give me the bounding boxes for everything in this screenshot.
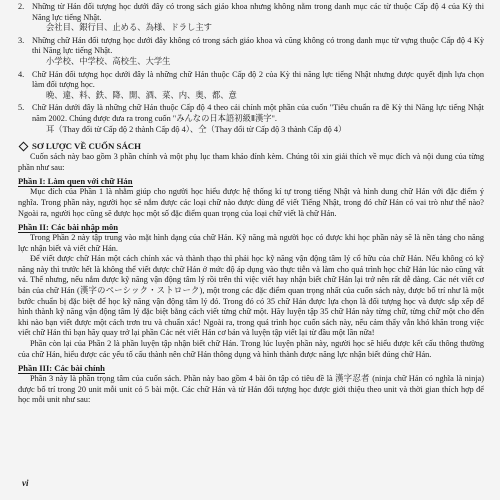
list-item: 2. Những từ Hán đối tượng học dưới đây có trong sách giáo khoa nhưng không nằm trong danh mục các từ thuộc Cấp độ 4 của Kỳ thi Năng lực tiếng Nhật. 会社目、銀行目、止める、為様、ドラし主す [18, 2, 484, 33]
item-text: Những từ Hán đối tượng học dưới đây có trong sách giáo khoa nhưng không nằm trong danh mục các từ thuộc Cấp độ 4 của Kỳ thi Năng lực tiếng Nhật. [32, 2, 484, 22]
item-kanji: 会社目、銀行目、止める、為様、ドラし主す [46, 23, 212, 33]
part2-paragraph-3: Phần còn lại của Phần 2 là phần luyện tập nhận biết chữ Hán. Trong lúc luyện phần này, người học sẽ hiểu được kết cấu thông thường của chữ Hán, hiểu được các yếu tố cấu thành nên chữ Hán thông dụng và hình thành được năng lực nhận biết đúng chữ Hán. [18, 339, 484, 359]
list-item: 3. Những chữ Hán đối tượng học dưới đây không có trong sách giáo khoa và cũng không có trong danh mục từ vựng thuộc Cấp độ 4 Kỳ thi Năng lực tiếng Nhật. 小学校、中学校、高校生、大学生 [18, 35, 484, 66]
page-number: vi [22, 478, 29, 488]
part2-paragraph-2: Để viết được chữ Hán một cách chính xác và thành thạo thì phải học kỹ năng vận động tâm lý cổ hữu của chữ Hán. Nếu không có kỹ năng này thì trước hết là không thể viết được chữ Hán ở mức độ áp dụng vào thực tiễn và làm cho quá trình học chữ Hán lúc nào cũng vất vả. Thế nhưng, nếu nắm được kỹ năng vận động tâm lý rồi trên thì việc viết hay nhận biết chữ Hán lại trở nên rất dễ dàng. Các nét viết cơ bản của chữ Hán (漢字のベーシック・ストローク), một trong các đặc điểm quan trọng nhất của cuốn sách này, được bố trí như là một bước chuẩn bị đặc biệt để học kỹ năng vận động tâm lý đó. Trong đó có 35 chữ Hán được lựa chọn là đối tượng học và được sắp xếp để hình thành kỹ năng vận động tâm lý đặc biệt bằng cách viết từng chữ một. Hãy luyện tập 35 chữ Hán này từng chữ, từng chữ một cho đến khi nào bạn viết được một cách trơn tru và chuẩn xác! Ngoài ra, trong quá trình học cuốn sách này, nếu cảm thấy vẫn khó khăn trong việc viết chữ Hán thì bạn hãy quay trở lại phần Các nét viết Hán cơ bản và luyện tập viết lại từ đầu một lần nữa! [18, 254, 484, 338]
document-page [18, 0, 484, 500]
overview-paragraph: Cuốn sách này bao gồm 3 phần chính và một phụ lục tham khảo đính kèm. Chúng tôi xin giải thích về mục đích và nội dung của từng phần như sau: [18, 152, 484, 172]
item-text: Chữ Hán đối tượng học dưới đây là những chữ Hán thuộc Cấp độ 2 của Kỳ thi năng lực tiếng Nhật nhưng được quyết định lựa chọn làm đối tượng học. [32, 69, 484, 90]
overview-heading [18, 141, 484, 152]
part3-paragraph: Phần 3 này là phần trọng tâm của cuốn sách. Phần này bao gồm 4 bài ôn tập có tiêu đề là 漢字忍者 (ninja chữ Hán có nghĩa là ninja) được bố trí trong 20 unit mỗi unit có 5 bài một. Các chữ Hán và từ Hán đối tượng học được giới thiệu theo unit và thời gian thích hợp để học mỗi unit như sau: [18, 374, 484, 405]
item-kanji: 小学校、中学校、高校生、大学生 [46, 56, 171, 66]
part1-heading: Phần I: Làm quen với chữ Hán [18, 176, 133, 187]
item-text: Những chữ Hán đối tượng học dưới đây không có trong sách giáo khoa và cũng không có trong danh mục từ vựng thuộc Cấp độ 4 Kỳ thi Năng lực tiếng Nhật. [32, 35, 484, 56]
part1-paragraph: Mục đích của Phần 1 là nhằm giúp cho người học hiểu được hệ thống kí tự trong tiếng Nhật và hình dung chữ Hán với đặc điểm ý nghĩa. Trong phần này, người học sẽ nắm được các loại chữ nào được dùng để viết Tiếng Nhật, trong đó chữ Hán có vai trò như thế nào? Ngoài ra, người học cũng sẽ được học một số đặc điểm quan trọng của loại chữ viết là chữ Hán. [18, 187, 484, 218]
part2-paragraph-1: Trong Phần 2 này tập trung vào mặt hình dạng của chữ Hán. Kỹ năng mà người học có được khi học phần này sẽ là nền tảng cho năng lực nhận biết và viết chữ Hán. [18, 233, 484, 253]
part3-heading: Phần III: Các bài chính [18, 363, 105, 374]
item-kanji: 耳（Thay đổi từ Cấp độ 2 thành Cấp độ 4）、仝（Thay đổi từ Cấp độ 3 thành Cấp độ 4） [46, 124, 347, 134]
overview-title: SƠ LƯỢC VỀ CUỐN SÁCH [32, 141, 141, 152]
list-item: 4. Chữ Hán đối tượng học dưới đây là những chữ Hán thuộc Cấp độ 2 của Kỳ thi năng lực tiếng Nhật nhưng được quyết định lựa chọn làm đối tượng học. 晩、違、料、鉄、降、開、酒、菜、内、奥、都、意 [18, 69, 484, 100]
item-kanji: 晩、違、料、鉄、降、開、酒、菜、内、奥、都、意 [46, 90, 237, 100]
diamond-bullet-icon [19, 142, 29, 152]
item-text: Chữ Hán dưới đây là những chữ Hán thuộc Cấp độ 4 theo cải chính một phần của cuốn "Tiêu chuẩn ra đề Kỳ thi Năng lực tiếng Nhật năm 2002. Chúng được đưa ra trong cuốn "みんなの日本語初級Ⅱ漢字". [32, 103, 484, 123]
part2-heading: Phần II: Các bài nhập môn [18, 222, 119, 233]
list-item: 5. Chữ Hán dưới đây là những chữ Hán thuộc Cấp độ 4 theo cải chính một phần của cuốn "Tiêu chuẩn ra đề Kỳ thi Năng lực tiếng Nhật năm 2002. Chúng được đưa ra trong cuốn "みんなの日本語初級Ⅱ漢字". 耳（Thay đổi từ Cấp độ 2 thành Cấp độ 4）、仝（Thay đổi từ Cấp độ 3 thành Cấp độ 4） [18, 103, 484, 134]
item-list [18, 2, 484, 135]
